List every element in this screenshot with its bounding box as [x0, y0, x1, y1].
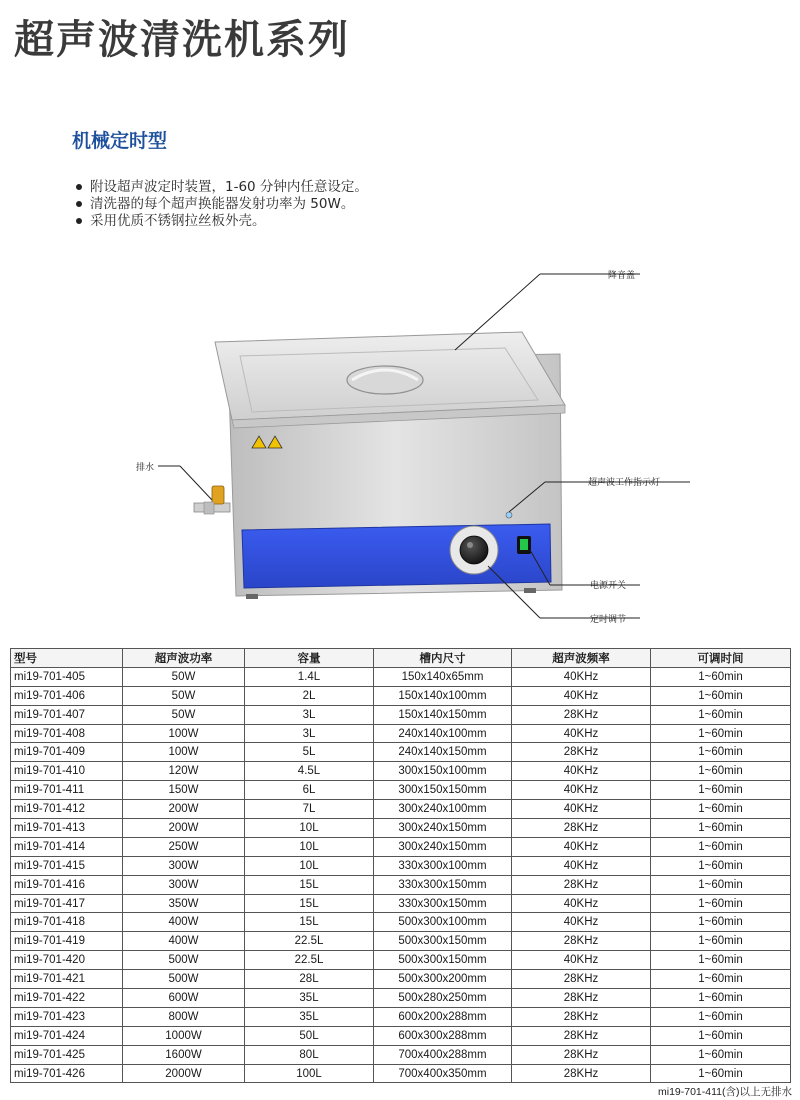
cell-frequency: 28KHz	[512, 1007, 651, 1026]
cell-capacity: 35L	[245, 1007, 374, 1026]
cell-frequency: 40KHz	[512, 856, 651, 875]
cell-power: 1000W	[123, 1026, 245, 1045]
cell-model: mi19-701-415	[11, 856, 123, 875]
control-panel	[242, 524, 551, 588]
table-header-row	[11, 649, 791, 668]
table-row	[11, 762, 791, 781]
table-row	[11, 1007, 791, 1026]
cell-tank-size: 330x300x150mm	[374, 894, 512, 913]
bullet-icon	[76, 218, 82, 224]
cell-tank-size: 500x300x200mm	[374, 970, 512, 989]
feature-item	[76, 196, 368, 213]
cell-power: 2000W	[123, 1064, 245, 1083]
cell-frequency: 40KHz	[512, 837, 651, 856]
table-row	[11, 1045, 791, 1064]
cell-tank-size: 300x150x150mm	[374, 781, 512, 800]
cell-frequency: 28KHz	[512, 743, 651, 762]
cell-capacity: 50L	[245, 1026, 374, 1045]
cell-time: 1~60min	[651, 800, 791, 819]
callout-timer: 定时调节	[590, 615, 627, 625]
cell-frequency: 40KHz	[512, 951, 651, 970]
cell-power: 100W	[123, 724, 245, 743]
table-row	[11, 781, 791, 800]
cell-capacity: 10L	[245, 837, 374, 856]
header-frequency: 超声波频率	[512, 649, 651, 668]
cell-power: 120W	[123, 762, 245, 781]
cell-tank-size: 150x140x150mm	[374, 705, 512, 724]
cell-tank-size: 300x150x100mm	[374, 762, 512, 781]
cell-tank-size: 240x140x100mm	[374, 724, 512, 743]
cell-tank-size: 600x300x288mm	[374, 1026, 512, 1045]
table-row	[11, 856, 791, 875]
cell-model: mi19-701-424	[11, 1026, 123, 1045]
cell-capacity: 10L	[245, 819, 374, 838]
cell-power: 50W	[123, 667, 245, 686]
table-row	[11, 743, 791, 762]
cell-time: 1~60min	[651, 743, 791, 762]
table-row	[11, 989, 791, 1008]
cell-model: mi19-701-410	[11, 762, 123, 781]
cell-model: mi19-701-413	[11, 819, 123, 838]
cell-time: 1~60min	[651, 819, 791, 838]
cell-model: mi19-701-406	[11, 686, 123, 705]
cell-power: 300W	[123, 875, 245, 894]
cell-power: 50W	[123, 686, 245, 705]
cell-power: 800W	[123, 1007, 245, 1026]
table-row	[11, 913, 791, 932]
cell-time: 1~60min	[651, 913, 791, 932]
cell-power: 300W	[123, 856, 245, 875]
cell-power: 500W	[123, 951, 245, 970]
cell-tank-size: 700x400x350mm	[374, 1064, 512, 1083]
header-time: 可调时间	[651, 649, 791, 668]
cell-power: 150W	[123, 781, 245, 800]
cell-time: 1~60min	[651, 1007, 791, 1026]
cell-time: 1~60min	[651, 724, 791, 743]
cell-capacity: 15L	[245, 875, 374, 894]
cell-tank-size: 700x400x288mm	[374, 1045, 512, 1064]
cell-time: 1~60min	[651, 970, 791, 989]
cell-model: mi19-701-417	[11, 894, 123, 913]
cell-capacity: 10L	[245, 856, 374, 875]
cell-model: mi19-701-407	[11, 705, 123, 724]
cell-frequency: 28KHz	[512, 1026, 651, 1045]
cell-frequency: 28KHz	[512, 705, 651, 724]
cell-tank-size: 240x140x150mm	[374, 743, 512, 762]
cell-model: mi19-701-416	[11, 875, 123, 894]
cell-tank-size: 300x240x150mm	[374, 837, 512, 856]
cell-power: 400W	[123, 932, 245, 951]
table-row	[11, 1026, 791, 1045]
cell-frequency: 28KHz	[512, 1064, 651, 1083]
cell-capacity: 4.5L	[245, 762, 374, 781]
header-tank-size: 槽内尺寸	[374, 649, 512, 668]
cell-power: 50W	[123, 705, 245, 724]
section-title: 机械定时型	[72, 130, 168, 152]
cell-power: 100W	[123, 743, 245, 762]
cell-frequency: 40KHz	[512, 686, 651, 705]
cell-capacity: 22.5L	[245, 951, 374, 970]
cell-capacity: 6L	[245, 781, 374, 800]
cell-capacity: 1.4L	[245, 667, 374, 686]
cell-frequency: 28KHz	[512, 932, 651, 951]
feature-item	[76, 179, 368, 196]
table-row	[11, 705, 791, 724]
cell-power: 200W	[123, 819, 245, 838]
cell-time: 1~60min	[651, 762, 791, 781]
cell-tank-size: 500x300x150mm	[374, 951, 512, 970]
cell-tank-size: 150x140x100mm	[374, 686, 512, 705]
cell-capacity: 5L	[245, 743, 374, 762]
cell-model: mi19-701-425	[11, 1045, 123, 1064]
cell-tank-size: 500x300x150mm	[374, 932, 512, 951]
cell-frequency: 28KHz	[512, 875, 651, 894]
table-row	[11, 894, 791, 913]
cell-tank-size: 300x240x150mm	[374, 819, 512, 838]
cell-tank-size: 330x300x100mm	[374, 856, 512, 875]
page-title: 超声波清洗机系列	[14, 17, 350, 63]
cell-power: 1600W	[123, 1045, 245, 1064]
ultrasonic-cleaner-illustration	[0, 260, 800, 630]
cell-capacity: 80L	[245, 1045, 374, 1064]
cell-capacity: 3L	[245, 705, 374, 724]
spec-table	[10, 648, 791, 1083]
cell-model: mi19-701-423	[11, 1007, 123, 1026]
cell-power: 250W	[123, 837, 245, 856]
cell-frequency: 28KHz	[512, 970, 651, 989]
cell-power: 200W	[123, 800, 245, 819]
cell-time: 1~60min	[651, 856, 791, 875]
cell-model: mi19-701-421	[11, 970, 123, 989]
cell-model: mi19-701-412	[11, 800, 123, 819]
cell-frequency: 40KHz	[512, 781, 651, 800]
cell-tank-size: 500x280x250mm	[374, 989, 512, 1008]
cell-frequency: 40KHz	[512, 724, 651, 743]
cell-capacity: 2L	[245, 686, 374, 705]
cell-model: mi19-701-414	[11, 837, 123, 856]
cell-model: mi19-701-422	[11, 989, 123, 1008]
cell-tank-size: 500x300x100mm	[374, 913, 512, 932]
cell-model: mi19-701-405	[11, 667, 123, 686]
table-row	[11, 1064, 791, 1083]
callout-lid: 降音盖	[608, 271, 636, 281]
cell-time: 1~60min	[651, 875, 791, 894]
cell-time: 1~60min	[651, 705, 791, 724]
cell-tank-size: 300x240x100mm	[374, 800, 512, 819]
callout-drain: 排水	[136, 463, 155, 473]
cell-capacity: 28L	[245, 970, 374, 989]
cell-power: 400W	[123, 913, 245, 932]
cell-tank-size: 330x300x150mm	[374, 875, 512, 894]
cell-model: mi19-701-420	[11, 951, 123, 970]
cell-time: 1~60min	[651, 1026, 791, 1045]
bullet-icon	[76, 184, 82, 190]
cell-power: 350W	[123, 894, 245, 913]
cell-capacity: 15L	[245, 913, 374, 932]
callout-power: 电源开关	[590, 581, 627, 591]
cell-time: 1~60min	[651, 686, 791, 705]
timer-knob	[460, 536, 488, 564]
cell-model: mi19-701-426	[11, 1064, 123, 1083]
table-row	[11, 932, 791, 951]
cell-time: 1~60min	[651, 837, 791, 856]
cell-model: mi19-701-408	[11, 724, 123, 743]
cell-frequency: 40KHz	[512, 800, 651, 819]
table-row	[11, 667, 791, 686]
feature-text: 采用优质不锈钢拉丝板外壳。	[90, 213, 266, 229]
cell-model: mi19-701-418	[11, 913, 123, 932]
indicator-light	[506, 512, 512, 518]
cell-capacity: 22.5L	[245, 932, 374, 951]
table-row	[11, 837, 791, 856]
cell-time: 1~60min	[651, 1045, 791, 1064]
table-row	[11, 724, 791, 743]
header-power: 超声波功率	[123, 649, 245, 668]
cell-time: 1~60min	[651, 894, 791, 913]
cell-time: 1~60min	[651, 989, 791, 1008]
feature-item	[76, 213, 368, 230]
footnote: mi19-701-411(含)以上无排水	[657, 1086, 792, 1098]
cell-frequency: 28KHz	[512, 819, 651, 838]
product-figure	[0, 260, 800, 630]
header-model: 型号	[11, 649, 123, 668]
cell-capacity: 7L	[245, 800, 374, 819]
cell-model: mi19-701-419	[11, 932, 123, 951]
feature-text: 附设超声波定时装置，1-60 分钟内任意设定。	[90, 179, 368, 195]
table-row	[11, 686, 791, 705]
feature-text: 清洗器的每个超声换能器发射功率为 50W。	[90, 196, 355, 212]
cell-power: 500W	[123, 970, 245, 989]
cell-frequency: 40KHz	[512, 762, 651, 781]
cell-frequency: 28KHz	[512, 989, 651, 1008]
cell-frequency: 40KHz	[512, 913, 651, 932]
cell-time: 1~60min	[651, 951, 791, 970]
bullet-icon	[76, 201, 82, 207]
table-row	[11, 951, 791, 970]
cell-time: 1~60min	[651, 932, 791, 951]
callout-indicator: 超声波工作指示灯	[588, 478, 661, 488]
cell-power: 600W	[123, 989, 245, 1008]
cell-frequency: 28KHz	[512, 1045, 651, 1064]
cell-time: 1~60min	[651, 1064, 791, 1083]
cell-tank-size: 150x140x65mm	[374, 667, 512, 686]
cell-capacity: 100L	[245, 1064, 374, 1083]
table-row	[11, 970, 791, 989]
cell-model: mi19-701-409	[11, 743, 123, 762]
table-body	[11, 667, 791, 1083]
cell-time: 1~60min	[651, 667, 791, 686]
table-row	[11, 800, 791, 819]
cell-capacity: 35L	[245, 989, 374, 1008]
feature-list	[76, 179, 368, 230]
cell-model: mi19-701-411	[11, 781, 123, 800]
table-row	[11, 875, 791, 894]
table-row	[11, 819, 791, 838]
header-capacity: 容量	[245, 649, 374, 668]
cell-frequency: 40KHz	[512, 894, 651, 913]
cell-capacity: 3L	[245, 724, 374, 743]
cell-time: 1~60min	[651, 781, 791, 800]
cell-frequency: 40KHz	[512, 667, 651, 686]
cell-tank-size: 600x200x288mm	[374, 1007, 512, 1026]
cell-capacity: 15L	[245, 894, 374, 913]
